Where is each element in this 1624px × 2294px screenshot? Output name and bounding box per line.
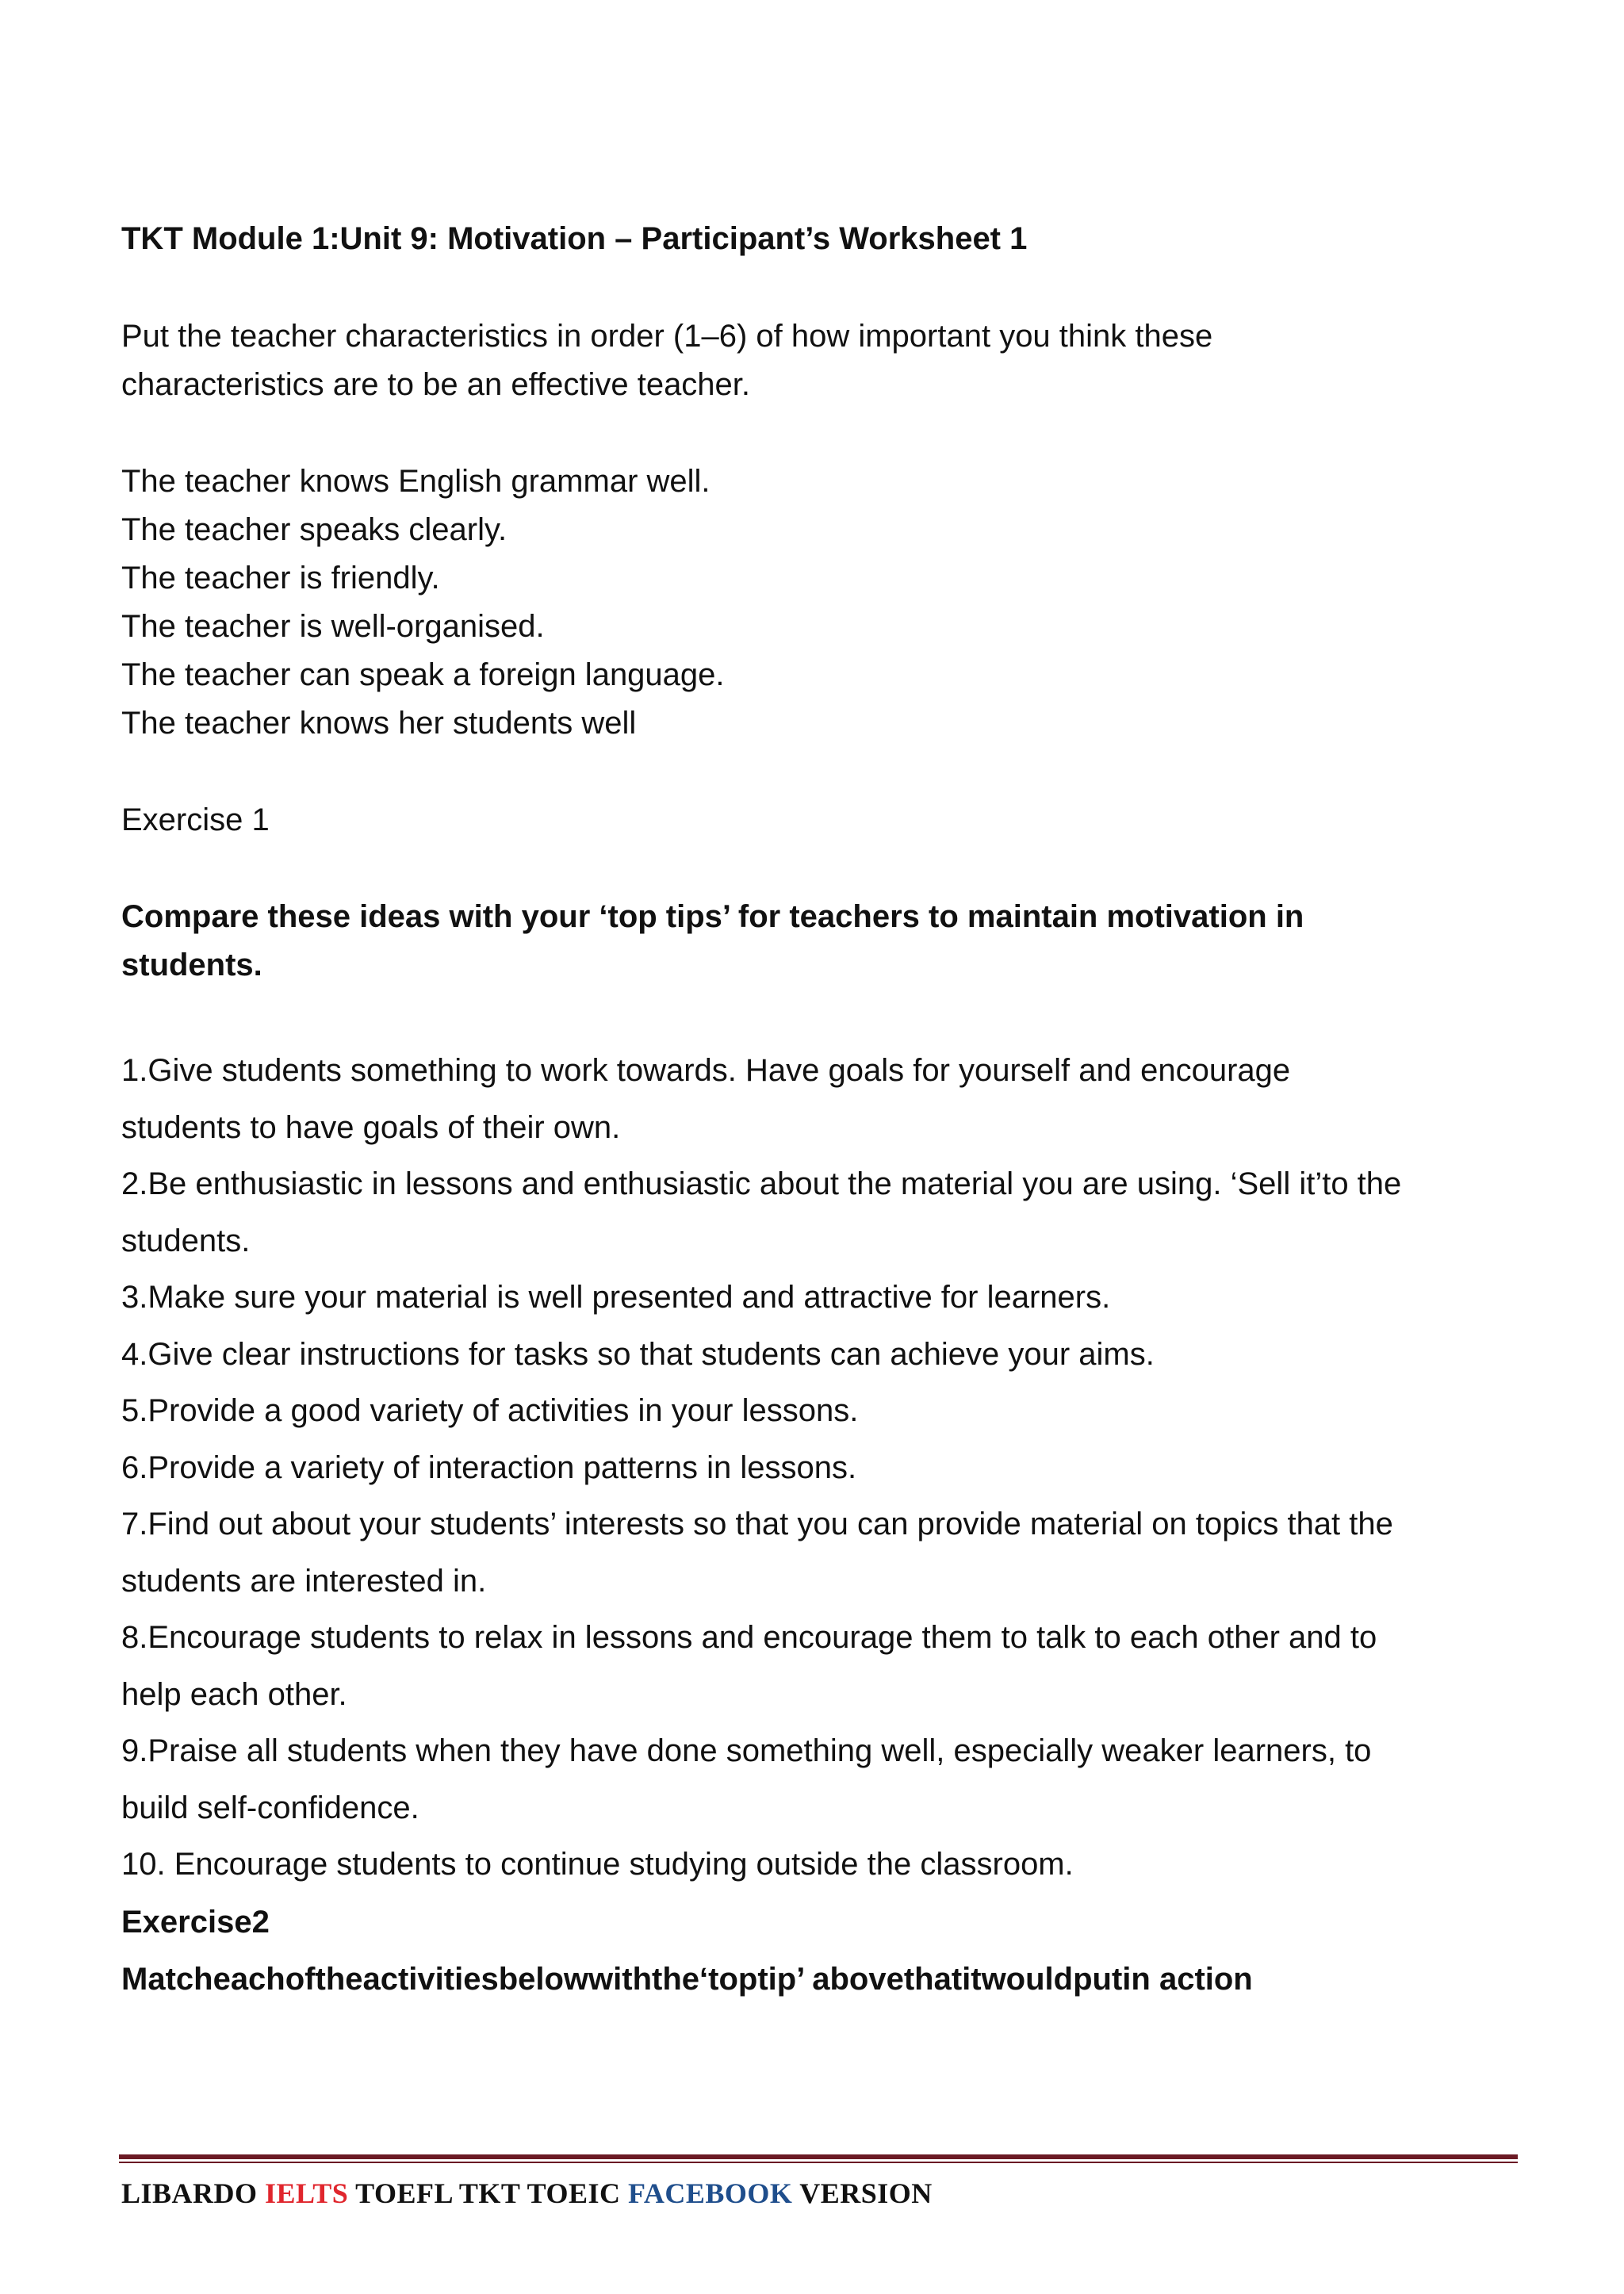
footer-author: LIBARDO	[121, 2177, 266, 2209]
exercise-1-label: Exercise 1	[121, 802, 270, 837]
instruction-line-2: characteristics are to be an effective teacher.	[121, 367, 751, 402]
tip-line: 7.Find out about your students’ interests so that you can provide material on topics that the	[121, 1507, 1393, 1541]
characteristic-item: The teacher knows her students well	[121, 706, 637, 741]
characteristic-item: The teacher can speak a foreign language.	[121, 657, 725, 692]
tip-line: 2.Be enthusiastic in lessons and enthusiastic about the material you are using. ‘Sell it’to the	[121, 1166, 1402, 1201]
instruction-line-1: Put the teacher characteristics in order (1–6) of how important you think these	[121, 319, 1213, 354]
footer-version: VERSION	[792, 2177, 933, 2209]
tip-line: students are interested in.	[121, 1563, 487, 1599]
footer-rule-thin	[119, 2162, 1518, 2163]
footer-exams: TOEFL TKT TOEIC	[348, 2177, 628, 2209]
tip-line: students.	[121, 1223, 251, 1258]
tip-line: 1.Give students something to work towards. Have goals for yourself and encourage	[121, 1053, 1291, 1088]
worksheet-title: TKT Module 1:Unit 9: Motivation – Participant’s Worksheet 1	[121, 221, 1028, 256]
footer-rule	[119, 2154, 1518, 2159]
tip-line: 9.Praise all students when they have done something well, especially weaker learners, to	[121, 1733, 1372, 1768]
characteristic-item: The teacher knows English grammar well.	[121, 464, 710, 499]
exercise-1-heading-line-2: students.	[121, 948, 262, 982]
footer-facebook: FACEBOOK	[628, 2177, 793, 2209]
tip-line: 4.Give clear instructions for tasks so that students can achieve your aims.	[121, 1336, 1155, 1372]
tip-line: students to have goals of their own.	[121, 1109, 621, 1145]
tip-line: 3.Make sure your material is well presented and attractive for learners.	[121, 1280, 1111, 1315]
top-tips-list	[121, 1043, 1469, 1894]
footer-text	[121, 2177, 933, 2210]
exercise-1-heading-line-1: Compare these ideas with your ‘top tips’ for teachers to maintain motivation in	[121, 899, 1304, 934]
worksheet-page	[121, 214, 1469, 2008]
tip-line: 8.Encourage students to relax in lessons and encourage them to talk to each other and to	[121, 1620, 1377, 1655]
footer-ielts: IELTS	[265, 2177, 349, 2209]
characteristic-item: The teacher is well-organised.	[121, 609, 545, 644]
characteristics-list	[121, 458, 1469, 748]
tip-line: 6.Provide a variety of interaction patterns in lessons.	[121, 1450, 857, 1485]
tip-line: 10. Encourage students to continue studying outside the classroom.	[121, 1847, 1074, 1882]
exercise-2-instruction: Matcheachoftheactivitiesbelowwiththe‘toptip’ abovethatitwouldputin action	[121, 1961, 1253, 1997]
tip-line: 5.Provide a good variety of activities in your lessons.	[121, 1393, 859, 1428]
exercise-2-label: Exercise2	[121, 1904, 270, 1940]
tip-line: help each other.	[121, 1676, 347, 1712]
tip-line: build self-confidence.	[121, 1790, 419, 1825]
characteristic-item: The teacher speaks clearly.	[121, 512, 508, 547]
characteristic-item: The teacher is friendly.	[121, 561, 440, 596]
